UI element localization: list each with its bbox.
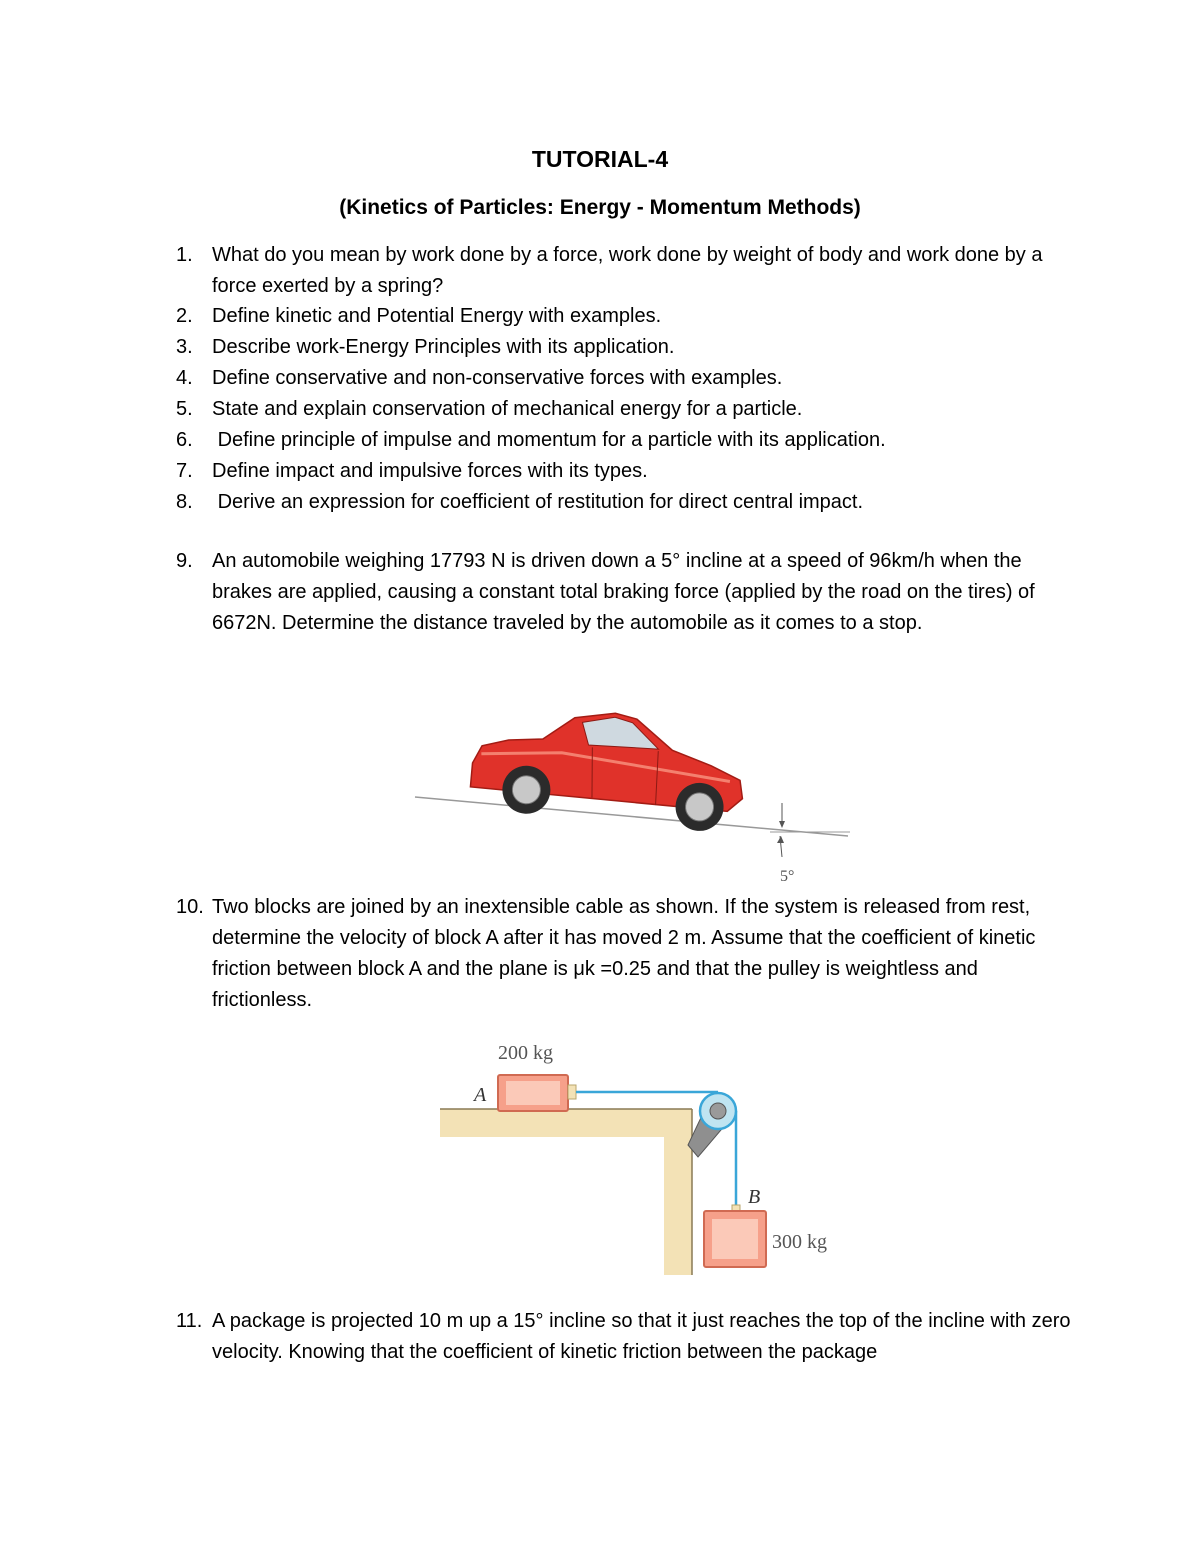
vertical-wall — [664, 1109, 692, 1275]
question-number: 10. — [176, 896, 204, 918]
block-a-highlight — [506, 1081, 560, 1105]
question-11 — [176, 1306, 1076, 1368]
block-a-hook — [568, 1085, 576, 1099]
question-text: An automobile weighing 17793 N is driven down a 5° incline at a speed of 96km/h when the brakes are applied, causing a constant total braking force (applied by the road on the tires) of 6672N. Determine the distance traveled by the automobile as it comes to a stop. — [212, 550, 1041, 634]
blocks-pulley-figure — [436, 1035, 856, 1280]
pulley-hub — [710, 1103, 726, 1119]
question-text: Define principle of impulse and momentum for a particle with its application. — [212, 429, 886, 451]
question-1 — [176, 240, 1076, 302]
block-b-mass: 300 kg — [772, 1231, 827, 1253]
question-text: Describe work-Energy Principles with its application. — [212, 336, 675, 358]
question-number: 9. — [176, 550, 193, 572]
question-number: 2. — [176, 305, 193, 327]
block-b-highlight — [712, 1219, 758, 1259]
question-7 — [176, 456, 1076, 487]
question-5 — [176, 394, 1076, 425]
question-text: State and explain conservation of mechanical energy for a particle. — [212, 398, 803, 420]
question-number: 7. — [176, 460, 193, 482]
question-2 — [176, 301, 1076, 332]
question-number: 1. — [176, 244, 193, 266]
question-text: Define conservative and non-conservative forces with examples. — [212, 367, 783, 389]
question-8 — [176, 487, 1076, 518]
block-b-label: B — [748, 1186, 761, 1208]
question-number: 6. — [176, 429, 193, 451]
question-number: 5. — [176, 398, 193, 420]
question-number: 8. — [176, 491, 193, 513]
question-4 — [176, 363, 1076, 394]
question-3 — [176, 332, 1076, 363]
block-a-mass: 200 kg — [498, 1042, 553, 1064]
question-number: 3. — [176, 336, 193, 358]
car-incline-diagram — [410, 705, 860, 890]
question-6 — [176, 425, 1076, 456]
question-text: Define impact and impulsive forces with its types. — [212, 460, 648, 482]
angle-arrowhead-top — [779, 821, 785, 828]
angle-arrowhead-bottom — [777, 836, 784, 843]
page-title: TUTORIAL-4 — [531, 146, 669, 172]
page-subtitle: (Kinetics of Particles: Energy - Momentum Methods) — [339, 196, 861, 219]
question-9 — [176, 546, 1076, 639]
question-10 — [176, 892, 1076, 1016]
question-text: Two blocks are joined by an inextensible cable as shown. If the system is released from rest, determine the velocity of block A after it has moved 2 m. Assume that the coefficient of kinetic friction between block A and the plane is μk =0.25 and that the pulley is weightless and frictionless. — [212, 896, 1041, 1011]
car-incline-figure — [410, 705, 860, 890]
question-text: A package is projected 10 m up a 15° incline so that it just reaches the top of the incline with zero velocity. Knowing that the coefficient of kinetic friction between the package — [212, 1310, 1077, 1363]
horizontal-surface — [440, 1109, 692, 1137]
question-text: Define kinetic and Potential Energy with examples. — [212, 305, 662, 327]
question-text: Derive an expression for coefficient of restitution for direct central impact. — [212, 491, 864, 513]
angle-label: 5° — [780, 868, 795, 885]
block-a-label: A — [474, 1084, 487, 1106]
blocks-pulley-diagram — [436, 1035, 856, 1280]
question-number: 11. — [176, 1310, 203, 1332]
question-number: 4. — [176, 367, 193, 389]
question-text: What do you mean by work done by a force, work done by weight of body and work done by a force exerted by a spring? — [212, 244, 1049, 297]
